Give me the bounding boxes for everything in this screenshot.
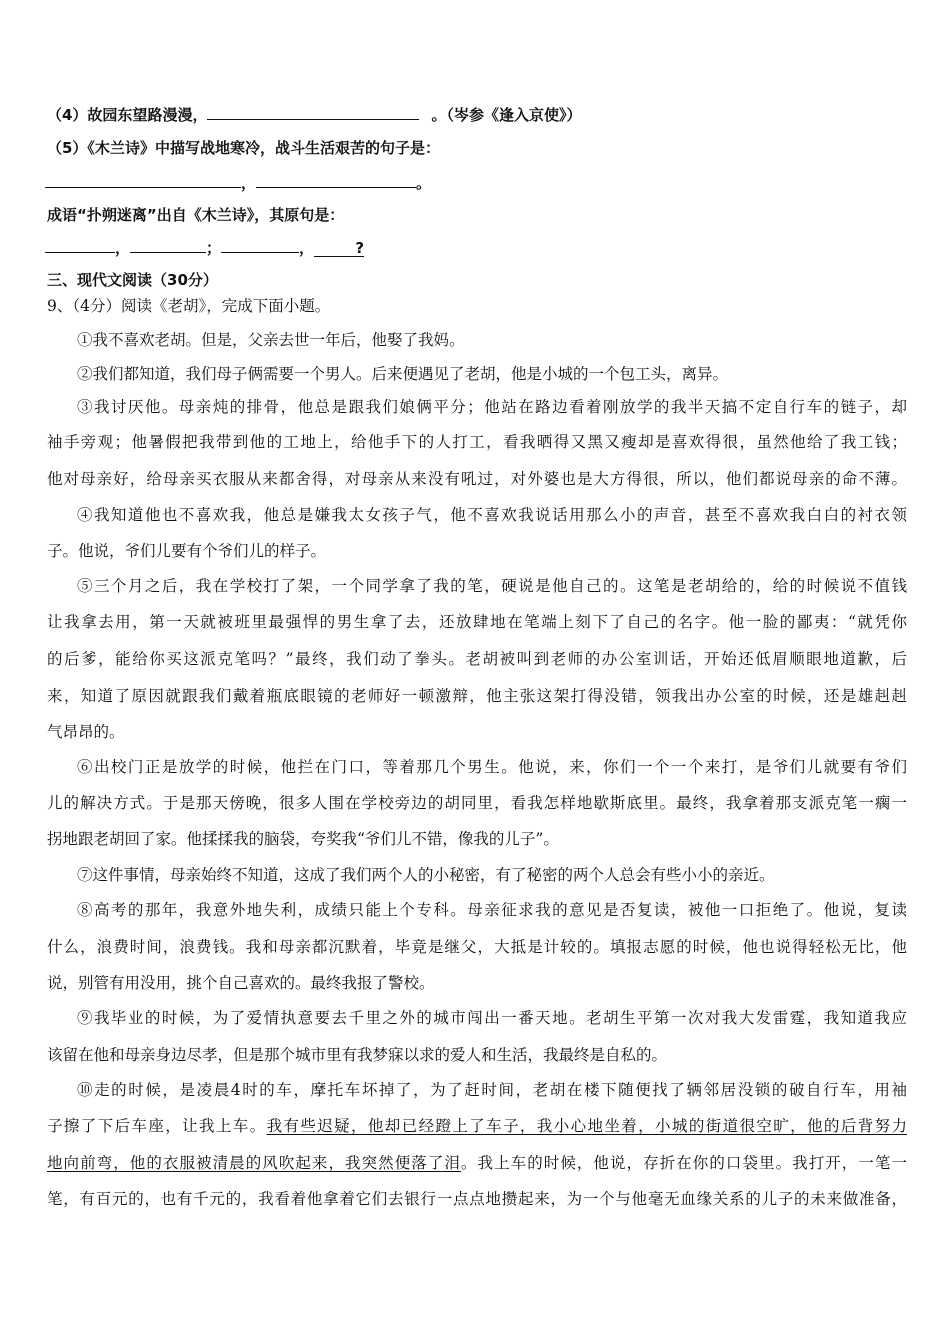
passage-text: 。我上车的时候，他说，存折在你的口袋里。我打开，一笔一 xyxy=(460,1154,907,1172)
passage-text: 子擦了下后车座，让我上车。 xyxy=(47,1117,267,1135)
item4-suffix: 。（岑参《逢入京使》） xyxy=(431,106,582,124)
underlined-sentence: 地向前弯，他的衣服被清晨的风吹起来，我突然便落了泪 xyxy=(47,1154,461,1172)
passage-line: 他对母亲好，给母亲买衣服从来都舍得，对母亲从来没有吼过，对外婆也是大方得很，所以，他们都说母亲的命不薄。 xyxy=(47,470,907,488)
answer-blank[interactable] xyxy=(45,236,115,253)
answer-blank[interactable] xyxy=(256,171,416,188)
separator: ， xyxy=(241,174,257,192)
passage-line: ③我讨厌他。母亲炖的排骨，他总是跟我们娘俩平分；他站在路边看着刚放学的我半天搞不定自行车的链子，却 xyxy=(77,398,907,416)
passage-line: ⑧高考的那年，我意外地失利，成绩只能上个专科。母亲征求我的意见是否复读，被他一口拒绝了。他说，复读 xyxy=(77,901,907,919)
passage-line: 该留在他和母亲身边尽孝，但是那个城市里有我梦寐以求的爱人和生活，我最终是自私的。 xyxy=(47,1046,668,1064)
separator: ， xyxy=(299,239,315,257)
answer-blank[interactable] xyxy=(221,236,299,253)
passage-line: 的后爹，能给你买这派克笔吗？”最终，我们动了拳头。老胡被叫到老师的办公室训话，开始还低眉顺眼地道歉，后 xyxy=(47,650,907,668)
passage-line: 笔，有百元的，也有千元的，我看着他拿着它们去银行一点点地攒起来，为一个与他毫无血缘关系的儿子的未来做准备， xyxy=(47,1190,907,1208)
passage-line: ⑨我毕业的时候，为了爱情执意要去千里之外的城市闯出一番天地。老胡生平第一次对我大发雷霆，我知道我应 xyxy=(77,1009,907,1027)
passage-line: 来，知道了原因就跟我们戴着瓶底眼镜的老师好一顿激辩，他主张这架打得没错，领我出办公室的时候，还是雄赳赳 xyxy=(47,687,907,705)
answer-blank[interactable] xyxy=(130,236,206,253)
separator: ， xyxy=(115,239,131,257)
passage-line: ⑦这件事情，母亲始终不知道，这成了我们两个人的小秘密，有了秘密的两个人总会有些小小的亲近。 xyxy=(77,866,775,884)
end-mark: ? xyxy=(355,239,365,257)
answer-blank[interactable] xyxy=(314,238,364,257)
fill-item-5-answers xyxy=(47,171,907,193)
passage-line: ⑥出校门正是放学的时候，他拦在门口，等着那几个男生。他说，来，你们一个一个来打，是爷们儿就要有爷们 xyxy=(77,758,907,776)
passage-line: 气昂昂的。 xyxy=(47,723,125,741)
passage-line xyxy=(47,1153,907,1173)
separator: ； xyxy=(206,239,222,257)
question-9-intro: 9、（4分）阅读《老胡》，完成下面小题。 xyxy=(47,297,331,315)
idiom-answers xyxy=(47,236,907,258)
passage-line: ⑤三个月之后，我在学校打了架，一个同学拿了我的笔，硬说是他自己的。这笔是老胡给的，给的时候说不值钱 xyxy=(77,577,907,595)
passage-line: 说，别管有用没用，挑个自己喜欢的。最终我报了警校。 xyxy=(47,974,435,992)
passage-line: 子。他说，爷们儿要有个爷们儿的样子。 xyxy=(47,542,327,560)
item4-prefix: （4）故园东望路漫漫， xyxy=(47,106,208,124)
section-title: 三、现代文阅读（30分） xyxy=(47,271,218,289)
passage-line: 袖手旁观；他暑假把我带到他的工地上，给他手下的人打工，看我晒得又黑又瘦却是喜欢得很，虽然他给了我工钱； xyxy=(47,433,907,451)
passage-line xyxy=(47,1116,907,1136)
passage-line: ②我们都知道，我们母子俩需要一个男人。后来便遇见了老胡，他是小城的一个包工头，离异。 xyxy=(77,365,729,383)
passage-line: ⑩走的时候，是凌晨4时的车，摩托车坏掉了，为了赶时间，老胡在楼下随便找了辆邻居没锁的破自行车，用袖 xyxy=(77,1081,907,1099)
answer-blank[interactable] xyxy=(207,103,419,120)
passage-line: 拐地跟老胡回了家。他揉揉我的脑袋，夸奖我“爷们儿不错，像我的儿子”。 xyxy=(47,830,559,848)
passage-line: 什么，浪费时间，浪费钱。我和母亲都沉默着，毕竟是继父，大抵是计较的。填报志愿的时候，他也说得轻松无比，他 xyxy=(47,938,907,956)
passage-line: 让我拿去用，第一天就被班里最强悍的男生拿了去，还放肆地在笔端上刻下了自己的名字。他一脸的鄙夷：“就凭你 xyxy=(47,613,907,631)
fill-item-5-question: （5）《木兰诗》中描写战地寒冷，战斗生活艰苦的句子是： xyxy=(47,139,440,157)
end-mark: 。 xyxy=(416,174,432,192)
fill-item-4 xyxy=(47,103,907,125)
underlined-sentence: 我有些迟疑，他却已经蹬上了车子，我小心地坐着，小城的街道很空旷，他的后背努力 xyxy=(266,1117,907,1135)
passage-line: ①我不喜欢老胡。但是，父亲去世一年后，他娶了我妈。 xyxy=(77,331,465,349)
passage-line: 儿的解决方式。于是那天傍晚，很多人围在学校旁边的胡同里，看我怎样地歇斯底里。最终，我拿着那支派克笔一瘸一 xyxy=(47,794,907,812)
idiom-question: 成语“扑朔迷离”出自《木兰诗》，其原句是： xyxy=(47,206,345,224)
passage-line: ④我知道他也不喜欢我，他总是嫌我太女孩子气，他不喜欢我说话用那么小的声音，甚至不喜欢我白白的衬衣领 xyxy=(77,506,907,524)
answer-blank[interactable] xyxy=(45,171,241,188)
